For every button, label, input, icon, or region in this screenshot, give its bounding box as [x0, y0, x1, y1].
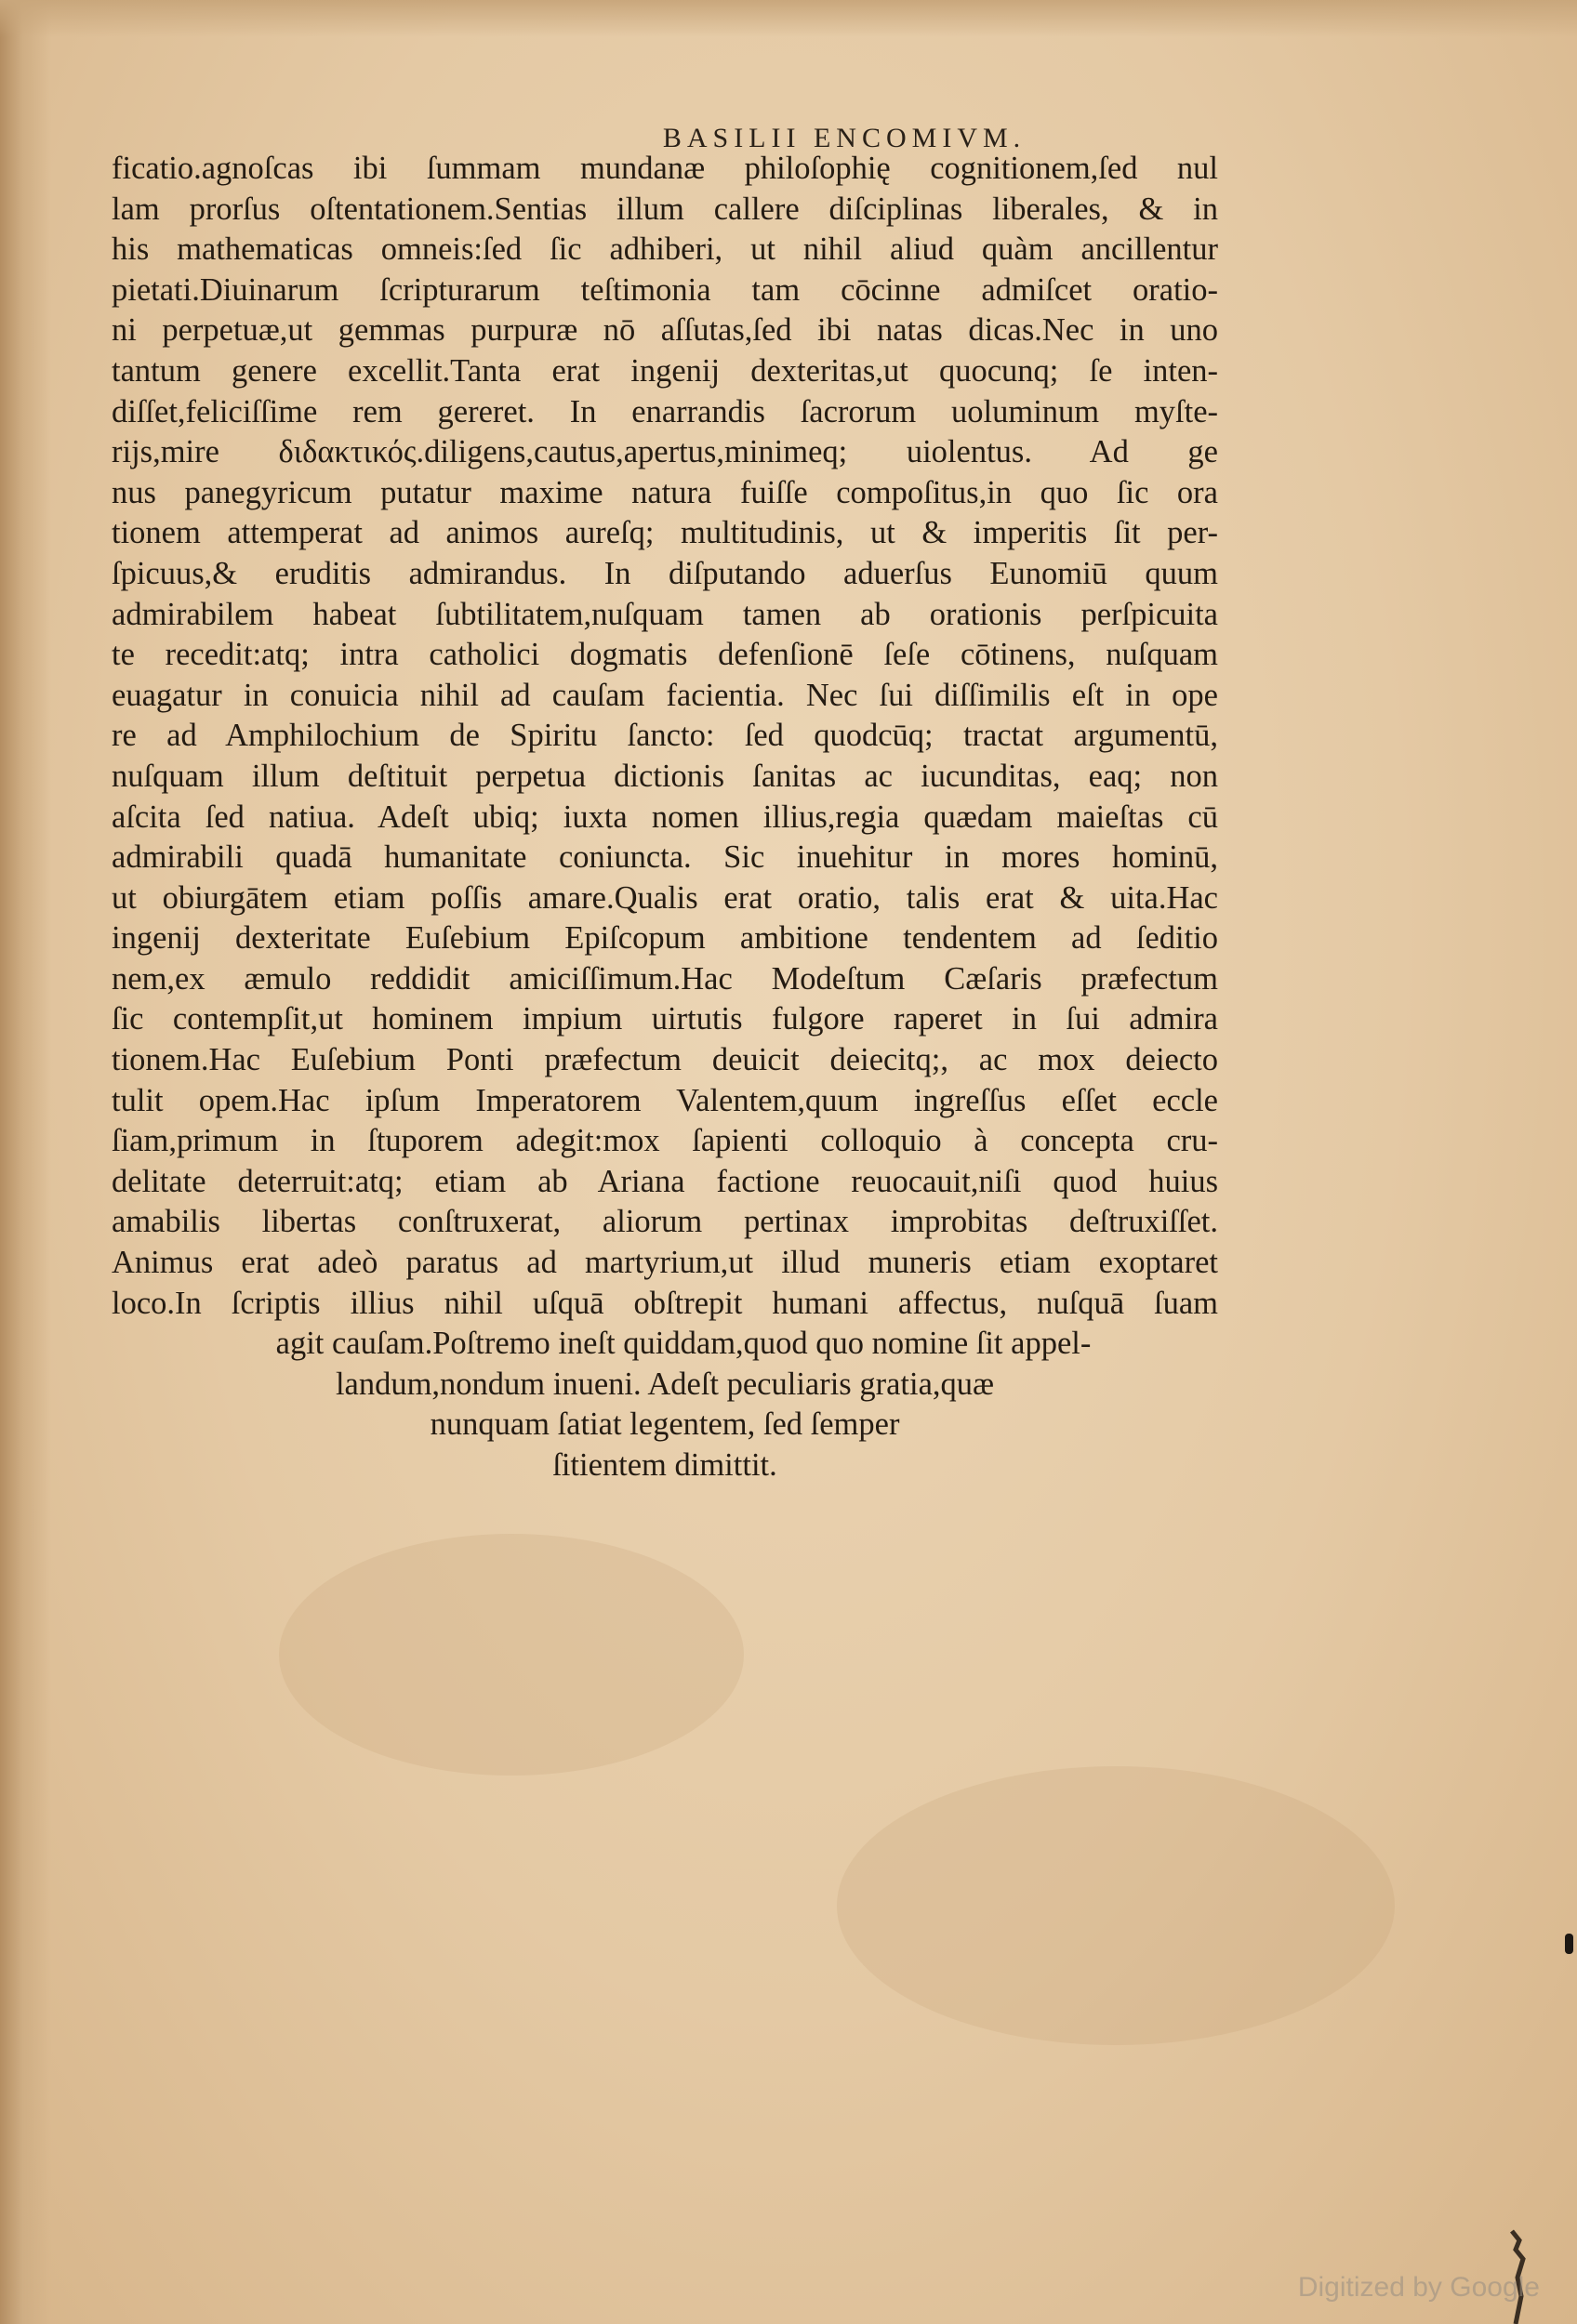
text-line: diſſet,feliciſſime rem gereret. In enarrandis ſacrorum uoluminum myſte- [112, 393, 1218, 429]
text-line: his mathematicas omneis:ſed ſic adhiberi, ut nihil aliud quàm ancillentur [112, 231, 1218, 268]
text-line: ſitientem dimittit. [552, 1447, 777, 1483]
text-line: tulit opem.Hac ipſum Imperatorem Valentem,quum ingreſſus eſſet eccle [112, 1082, 1218, 1118]
text-line: nus panegyricum putatur maxime natura fuiſſe compoſitus,in quo ſic ora [112, 474, 1218, 510]
text-line: ut obiurgātem etiam poſſis amare.Qualis erat oratio, talis erat & uita.Hac [112, 879, 1218, 916]
text-line: landum,nondum inueni. Adeſt peculiaris gratia,quæ [335, 1366, 995, 1402]
text-line: tionem attemperat ad animos aureſq; multitudinis, ut & imperitis ſit per- [112, 515, 1218, 551]
page-gutter-shadow [0, 0, 51, 2324]
text-line: aſcita ſed natiua. Adeſt ubiq; iuxta nomen illius,regia quædam maieſtas cū [112, 799, 1218, 835]
text-line: re ad Amphilochium de Spiritu ſancto: ſed quodcūq; tractat argumentū, [112, 718, 1218, 754]
text-line: pietati.Diuinarum ſcripturarum teſtimonia tam cōcinne admiſcet oratio- [112, 271, 1218, 308]
page-top-shadow [0, 0, 1577, 37]
running-header: BASILII ENCOMIVM. [662, 123, 1027, 153]
text-line: ſpicuus,& eruditis admirandus. In diſputando aduerſus Eunomiū quum [112, 555, 1218, 591]
text-line: delitate deterruit:atq; etiam ab Ariana factione reuocauit,niſi quod huius [112, 1163, 1218, 1199]
text-line: admirabilem habeat ſubtilitatem,nuſquam tamen ab orationis perſpicuita [112, 596, 1218, 632]
text-line: loco.In ſcriptis illius nihil uſquā obſtrepit humani affectus, nuſquā ſuam [112, 1285, 1218, 1321]
text-line: agit cauſam.Poſtremo ineſt quiddam,quod quo nomine ſit appel- [275, 1326, 1092, 1362]
text-line: lam prorſus oſtentationem.Sentias illum callere diſciplinas liberales, & in [112, 191, 1218, 227]
text-line: rijs,mire διδακτικός.diligens,cautus,apertus,minimeq; uiolentus. Ad ge [112, 434, 1218, 470]
paper-stain [837, 1766, 1395, 2045]
text-line: amabilis libertas conſtruxerat, aliorum pertinax improbitas deſtruxiſſet. [112, 1204, 1218, 1240]
text-line: ficatio.agnoſcas ibi ſummam mundanæ philoſophię cognitionem,ſed nul [112, 151, 1218, 186]
text-line: nuſquam illum deſtituit perpetua dictionis ſanitas ac iucunditas, eaq; non [112, 758, 1218, 794]
text-line: te recedit:atq; intra catholici dogmatis defenſionē ſeſe cōtinens, nuſquam [112, 637, 1218, 673]
ink-mark [1565, 1934, 1573, 1954]
body-text [112, 149, 1218, 1486]
text-line: nem,ex æmulo reddidit amiciſſimum.Hac Modeſtum Cæſaris præfectum [112, 960, 1218, 997]
text-line: ſic contempſit,ut hominem impium uirtutis fulgore raperet in ſui admira [112, 1001, 1218, 1037]
text-line: ſiam,primum in ſtuporem adegit:mox ſapienti colloquio à concepta cru- [112, 1123, 1218, 1159]
text-line: euagatur in conuicia nihil ad cauſam facientia. Nec ſui diſſimilis eſt in ope [112, 677, 1218, 713]
text-line: ni perpetuæ,ut gemmas purpuræ nō aſſutas,ſed ibi natas dicas.Nec in uno [112, 312, 1218, 349]
text-line: ingenij dexteritate Euſebium Epiſcopum ambitione tendentem ad ſeditio [112, 920, 1218, 957]
paper-stain [279, 1534, 744, 1776]
text-line: admirabili quadā humanitate coniuncta. Sic inuehitur in mores hominū, [112, 839, 1218, 876]
text-line: tionem.Hac Euſebium Ponti præfectum deuicit deiecitq;, ac mox deiecto [112, 1042, 1218, 1078]
watermark: Digitized by Google [1297, 2272, 1540, 2303]
text-line: tantum genere excellit.Tanta erat ingenij dexteritas,ut quocunq; ſe inten- [112, 352, 1218, 389]
text-line: Animus erat adeò paratus ad martyrium,ut illud muneris etiam exoptaret [112, 1245, 1218, 1281]
text-line: nunquam ſatiat legentem, ſed ſemper [430, 1406, 900, 1443]
